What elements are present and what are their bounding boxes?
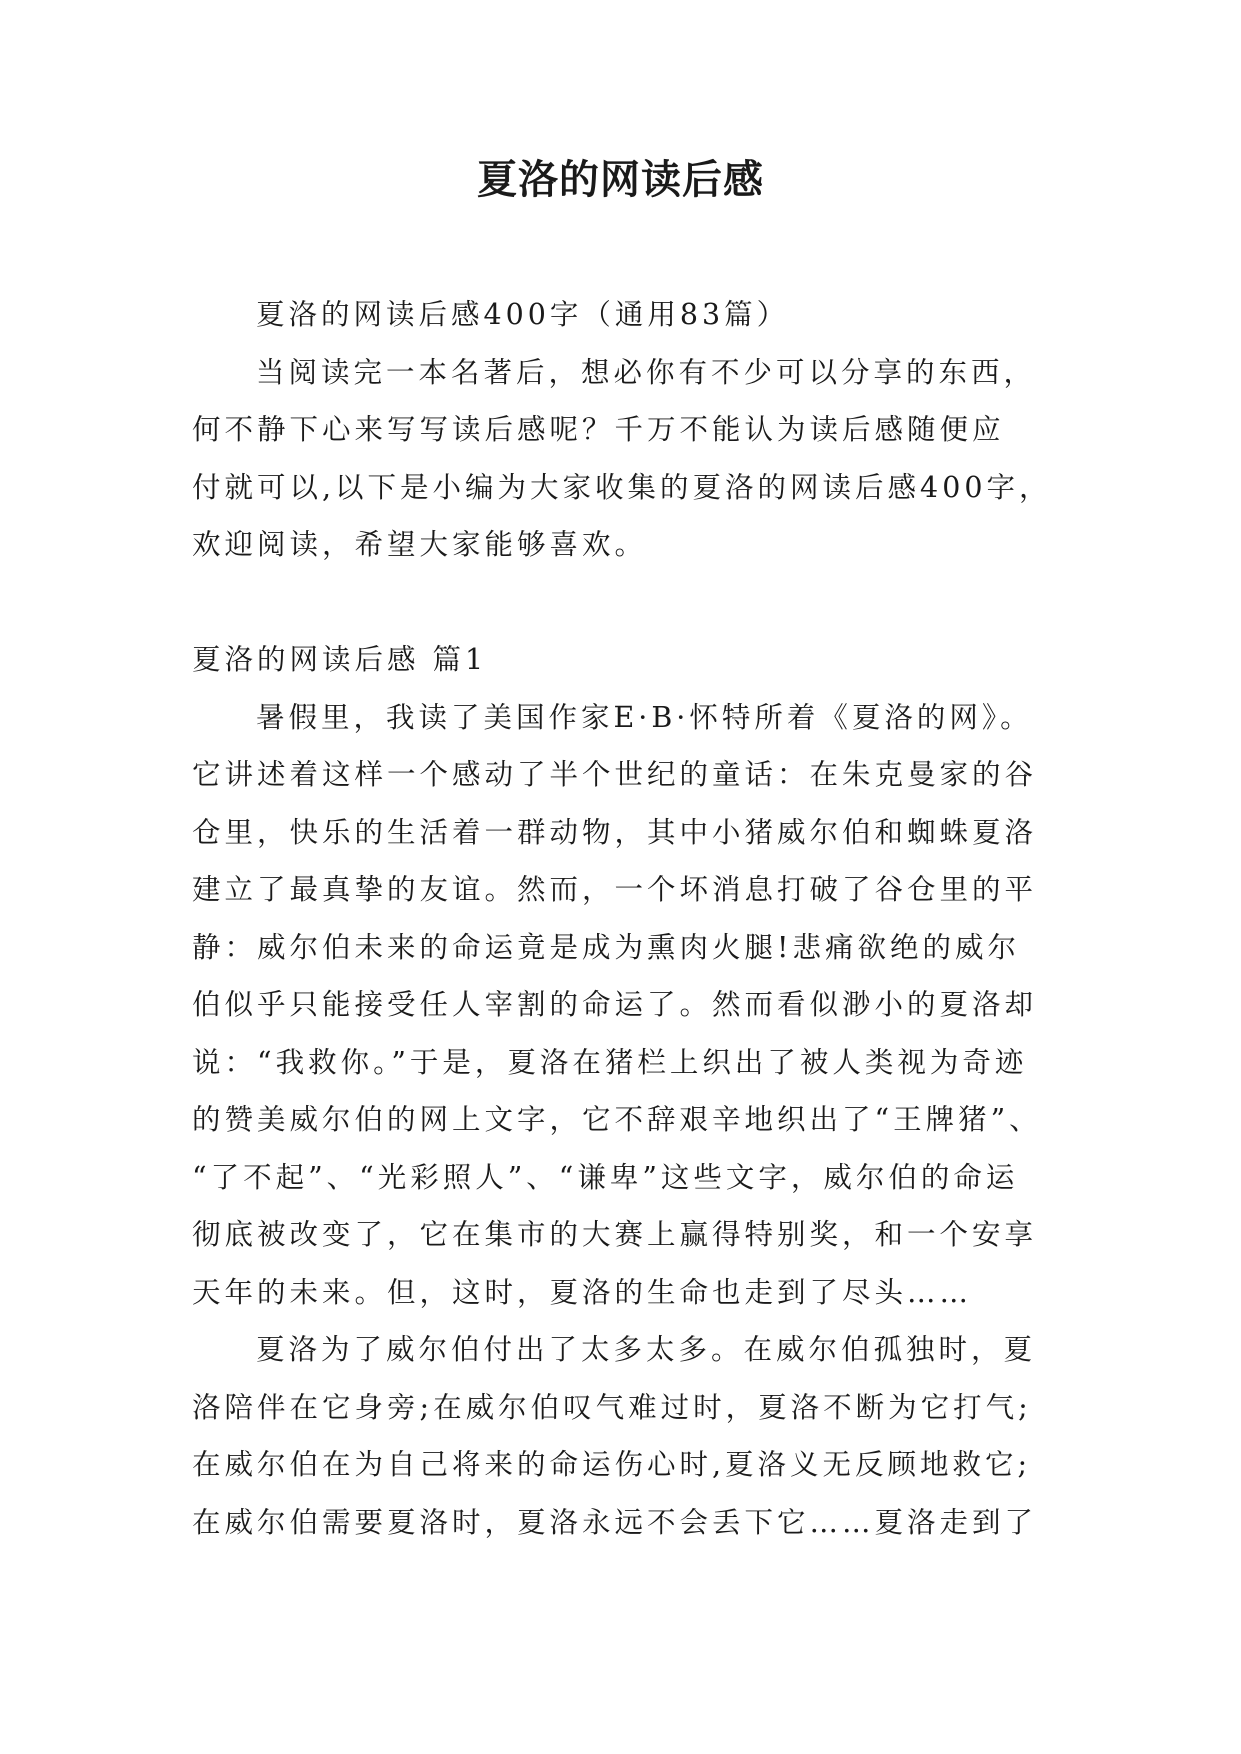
paragraph-line: 暑假里，我读了美国作家E·B·怀特所着《夏洛的网》。 <box>256 700 1033 734</box>
paragraph-line: 仓里，快乐的生活着一群动物，其中小猪威尔伯和蜘蛛夏洛 <box>192 815 1038 849</box>
paragraph-line: 建立了最真挚的友谊。然而，一个坏消息打破了谷仓里的平 <box>192 873 1038 906</box>
document-body <box>192 286 1077 1551</box>
paragraph-line: 夏洛为了威尔伯付出了太多太多。在威尔伯孤独时，夏 <box>256 1333 1037 1366</box>
intro-line: 付就可以,以下是小编为大家收集的夏洛的网读后感400字， <box>192 470 1052 504</box>
intro-line: 何不静下心来写写读后感呢？千万不能认为读后感随便应 <box>192 413 1005 446</box>
paragraph-line: 天年的未来。但，这时，夏洛的生命也走到了尽头…… <box>192 1275 973 1309</box>
paragraph-line: 在威尔伯在为自己将来的命运伤心时,夏洛义无反顾地救它; <box>192 1448 1032 1481</box>
intro-line: 欢迎阅读，希望大家能够喜欢。 <box>192 528 648 561</box>
intro-line: 当阅读完一本名著后，想必你有不少可以分享的东西， <box>256 355 1037 389</box>
section-heading: 夏洛的网读后感 篇1 <box>192 643 488 676</box>
paragraph-line: 彻底被改变了，它在集市的大赛上赢得特别奖，和一个安享 <box>192 1218 1038 1251</box>
paragraph-line: 在威尔伯需要夏洛时，夏洛永远不会丢下它……夏洛走到了 <box>192 1505 1038 1539</box>
paragraph-line: 的赞美威尔伯的网上文字，它不辞艰辛地织出了“王牌猪”、 <box>192 1103 1042 1136</box>
document-title: 夏洛的网读后感 <box>477 156 764 203</box>
blank-line <box>192 574 1077 632</box>
paragraph-line: 静：威尔伯未来的命运竟是成为熏肉火腿!悲痛欲绝的威尔 <box>192 930 1020 964</box>
paragraph-line: 它讲述着这样一个感动了半个世纪的童话：在朱克曼家的谷 <box>192 758 1038 791</box>
document-subtitle: 夏洛的网读后感400字（通用83篇） <box>256 298 790 331</box>
paragraph-line: 伯似乎只能接受任人宰割的命运了。然而看似渺小的夏洛却 <box>192 988 1038 1021</box>
paragraph-line: 说：“我救你。”于是，夏洛在猪栏上织出了被人类视为奇迹 <box>192 1045 1028 1079</box>
paragraph-line: “了不起”、“光彩照人”、“谦卑”这些文字，威尔伯的命运 <box>192 1160 1019 1194</box>
paragraph-line: 洛陪伴在它身旁;在威尔伯叹气难过时，夏洛不断为它打气; <box>192 1390 1032 1424</box>
